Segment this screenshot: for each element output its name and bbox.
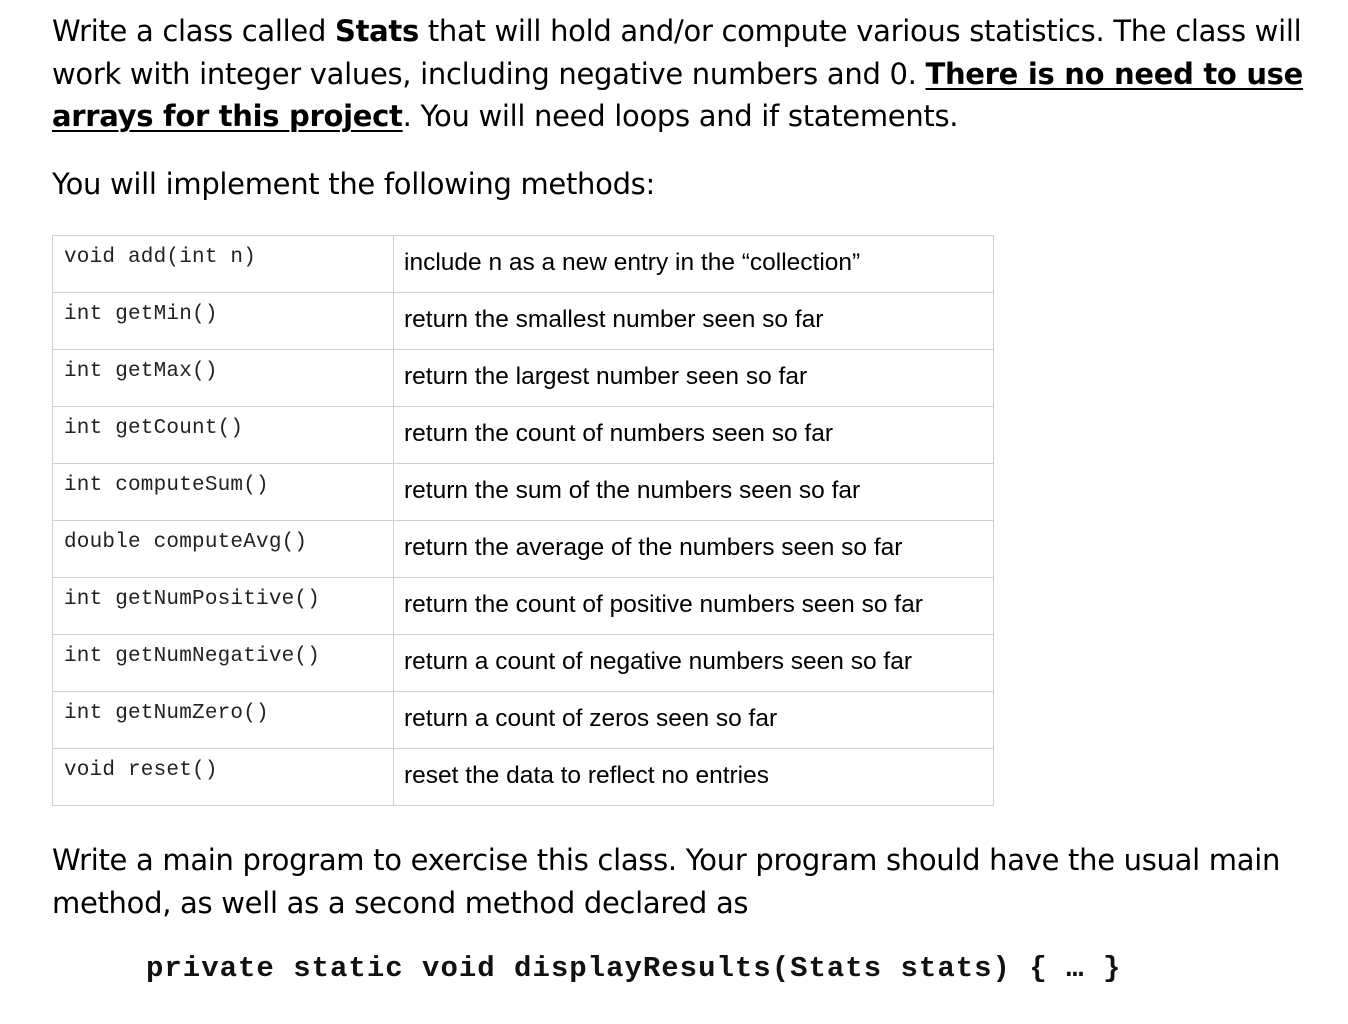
method-description: return a count of zeros seen so far [394, 692, 994, 749]
method-description: return the smallest number seen so far [394, 293, 994, 350]
table-row [53, 350, 994, 407]
method-signature: int getNumNegative() [53, 635, 394, 692]
table-row [53, 521, 994, 578]
method-signature: void add(int n) [53, 236, 394, 293]
method-description: return a count of negative numbers seen so far [394, 635, 994, 692]
document-page [52, 10, 1312, 985]
table-row [53, 578, 994, 635]
intro-text-1: Write a class called [52, 14, 335, 48]
table-row [53, 293, 994, 350]
method-description: return the count of positive numbers seen so far [394, 578, 994, 635]
method-signature: int getMax() [53, 350, 394, 407]
method-signature: int getNumPositive() [53, 578, 394, 635]
table-row [53, 692, 994, 749]
method-description: reset the data to reflect no entries [394, 749, 994, 806]
table-row [53, 749, 994, 806]
method-description: return the count of numbers seen so far [394, 407, 994, 464]
class-name: Stats [334, 14, 419, 48]
no-arrays-emphasis: There is no need to use arrays for this project [52, 56, 1303, 133]
method-signature: int getNumZero() [53, 692, 394, 749]
intro-text-3: . You will need loops and if statements. [402, 99, 959, 133]
method-signature: int computeSum() [53, 464, 394, 521]
main-program-paragraph: Write a main program to exercise this class. Your program should have the usual main method, as well as a second method declared as [52, 843, 1281, 920]
method-description: return the sum of the numbers seen so far [394, 464, 994, 521]
table-row [53, 407, 994, 464]
method-description: return the average of the numbers seen so far [394, 521, 994, 578]
table-row [53, 236, 994, 293]
method-signature: int getCount() [53, 407, 394, 464]
method-signature: int getMin() [53, 293, 394, 350]
code-declaration: private static void displayResults(Stats stats) { … } [146, 952, 1122, 985]
method-description: return the largest number seen so far [394, 350, 994, 407]
methods-table [52, 235, 994, 806]
method-signature: void reset() [53, 749, 394, 806]
intro-text-2: that will hold and/or compute various statistics. The class will work with integer values, including negative numbers and 0. [52, 14, 1302, 91]
method-signature: double computeAvg() [53, 521, 394, 578]
method-description: include n as a new entry in the “collection” [394, 236, 994, 293]
intro-paragraph [52, 10, 1312, 138]
methods-heading: You will implement the following methods: [52, 166, 655, 201]
table-row [53, 464, 994, 521]
table-row [53, 635, 994, 692]
